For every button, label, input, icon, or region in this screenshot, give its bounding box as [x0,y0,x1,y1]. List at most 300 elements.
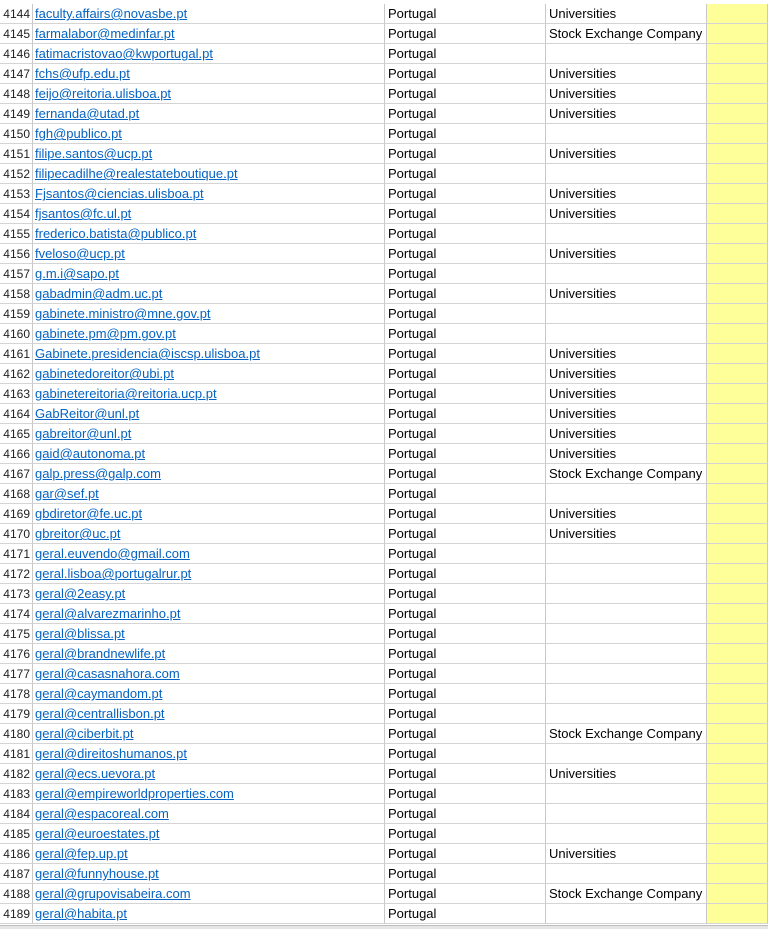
country-cell[interactable]: Portugal [385,844,546,864]
email-cell[interactable] [33,84,385,104]
table-row [0,144,768,164]
highlight-cell[interactable] [707,24,768,44]
highlight-cell[interactable] [707,824,768,844]
highlight-cell[interactable] [707,284,768,304]
country-cell[interactable]: Portugal [385,324,546,344]
highlight-cell[interactable] [707,804,768,824]
type-cell[interactable]: Stock Exchange Company [546,724,707,744]
table-row [0,444,768,464]
type-cell[interactable]: Universities [546,284,707,304]
highlight-cell[interactable] [707,4,768,24]
country-cell[interactable]: Portugal [385,664,546,684]
type-cell[interactable]: Universities [546,444,707,464]
email-cell[interactable] [33,44,385,64]
highlight-cell[interactable] [707,844,768,864]
type-cell[interactable] [546,324,707,344]
highlight-cell[interactable] [707,744,768,764]
email-link[interactable]: geral@2easy.pt [35,586,126,601]
country-cell[interactable]: Portugal [385,284,546,304]
email-cell[interactable] [33,264,385,284]
table-row [0,284,768,304]
email-link[interactable]: fchs@ufp.edu.pt [35,66,130,81]
type-cell[interactable] [546,864,707,884]
email-link[interactable]: geral@casasnahora.com [35,666,180,681]
table-row [0,124,768,144]
country-cell[interactable]: Portugal [385,224,546,244]
row-number[interactable]: 4183 [0,784,33,804]
type-cell[interactable] [546,684,707,704]
table-row [0,824,768,844]
type-cell[interactable]: Universities [546,244,707,264]
type-cell[interactable] [546,904,707,924]
email-cell[interactable] [33,4,385,24]
email-cell[interactable] [33,224,385,244]
row-number[interactable]: 4172 [0,564,33,584]
highlight-cell[interactable] [707,684,768,704]
email-cell[interactable] [33,784,385,804]
country-cell[interactable]: Portugal [385,704,546,724]
country-cell[interactable]: Portugal [385,544,546,564]
country-cell[interactable]: Portugal [385,4,546,24]
highlight-cell[interactable] [707,864,768,884]
email-link[interactable]: gabreitor@unl.pt [35,426,132,441]
email-link[interactable]: fjsantos@fc.ul.pt [35,206,132,221]
highlight-cell[interactable] [707,184,768,204]
country-cell[interactable]: Portugal [385,504,546,524]
highlight-cell[interactable] [707,244,768,264]
highlight-cell[interactable] [707,424,768,444]
email-link[interactable]: geral@ciberbit.pt [35,726,134,741]
row-number[interactable]: 4171 [0,544,33,564]
row-number[interactable]: 4162 [0,364,33,384]
type-cell[interactable]: Universities [546,184,707,204]
highlight-cell[interactable] [707,104,768,124]
email-cell[interactable] [33,744,385,764]
email-cell[interactable] [33,164,385,184]
country-cell[interactable]: Portugal [385,764,546,784]
row-number[interactable]: 4188 [0,884,33,904]
highlight-cell[interactable] [707,644,768,664]
type-cell[interactable] [546,704,707,724]
country-cell[interactable]: Portugal [385,44,546,64]
row-number[interactable]: 4156 [0,244,33,264]
country-cell[interactable]: Portugal [385,484,546,504]
row-number[interactable]: 4170 [0,524,33,544]
country-cell[interactable]: Portugal [385,744,546,764]
country-cell[interactable]: Portugal [385,264,546,284]
country-cell[interactable]: Portugal [385,644,546,664]
type-cell[interactable]: Universities [546,424,707,444]
country-cell[interactable]: Portugal [385,404,546,424]
row-number[interactable]: 4157 [0,264,33,284]
email-cell[interactable] [33,624,385,644]
email-cell[interactable] [33,524,385,544]
type-cell[interactable] [546,44,707,64]
country-cell[interactable]: Portugal [385,184,546,204]
type-cell[interactable] [546,824,707,844]
row-number[interactable]: 4160 [0,324,33,344]
table-row [0,844,768,864]
country-cell[interactable]: Portugal [385,784,546,804]
row-number[interactable]: 4155 [0,224,33,244]
email-cell[interactable] [33,384,385,404]
email-cell[interactable] [33,764,385,784]
type-cell[interactable]: Universities [546,524,707,544]
email-link[interactable]: filipecadilhe@realestateboutique.pt [35,166,238,181]
type-cell[interactable]: Universities [546,364,707,384]
email-link[interactable]: gabadmin@adm.uc.pt [35,286,163,301]
row-number[interactable]: 4165 [0,424,33,444]
email-link[interactable]: gar@sef.pt [35,486,99,501]
email-link[interactable]: filipe.santos@ucp.pt [35,146,153,161]
email-cell[interactable] [33,484,385,504]
email-link[interactable]: fatimacristovao@kwportugal.pt [35,46,213,61]
table-row [0,744,768,764]
row-number[interactable]: 4181 [0,744,33,764]
table-row [0,324,768,344]
row-number[interactable]: 4158 [0,284,33,304]
type-cell[interactable] [546,544,707,564]
highlight-cell[interactable] [707,624,768,644]
row-number[interactable]: 4154 [0,204,33,224]
row-number[interactable]: 4175 [0,624,33,644]
email-link[interactable]: gabinete.pm@pm.gov.pt [35,326,176,341]
highlight-cell[interactable] [707,584,768,604]
type-cell[interactable] [546,584,707,604]
email-link[interactable]: faculty.affairs@novasbe.pt [35,6,188,21]
type-cell[interactable]: Universities [546,84,707,104]
table-row [0,624,768,644]
type-cell[interactable]: Stock Exchange Company [546,464,707,484]
email-link[interactable]: gbdiretor@fe.uc.pt [35,506,143,521]
email-link[interactable]: geral@euroestates.pt [35,826,160,841]
row-number[interactable]: 4149 [0,104,33,124]
email-link[interactable]: fernanda@utad.pt [35,106,140,121]
email-cell[interactable] [33,584,385,604]
email-cell[interactable] [33,824,385,844]
table-row [0,264,768,284]
email-cell[interactable] [33,464,385,484]
table-row [0,904,768,924]
country-cell[interactable]: Portugal [385,164,546,184]
email-link[interactable]: geral.euvendo@gmail.com [35,546,190,561]
row-number[interactable]: 4159 [0,304,33,324]
email-cell[interactable] [33,104,385,124]
type-cell[interactable] [546,264,707,284]
email-link[interactable]: Gabinete.presidencia@iscsp.ulisboa.pt [35,346,260,361]
email-link[interactable]: g.m.i@sapo.pt [35,266,120,281]
highlight-cell[interactable] [707,704,768,724]
table-row [0,84,768,104]
type-cell[interactable] [546,664,707,684]
country-cell[interactable]: Portugal [385,444,546,464]
email-link[interactable]: Fjsantos@ciencias.ulisboa.pt [35,186,204,201]
country-cell[interactable]: Portugal [385,144,546,164]
country-cell[interactable]: Portugal [385,824,546,844]
row-number[interactable]: 4164 [0,404,33,424]
email-link[interactable]: geral@caymandom.pt [35,686,163,701]
email-cell[interactable] [33,144,385,164]
type-cell[interactable]: Universities [546,4,707,24]
type-cell[interactable]: Universities [546,504,707,524]
highlight-cell[interactable] [707,444,768,464]
highlight-cell[interactable] [707,84,768,104]
email-cell[interactable] [33,664,385,684]
email-link[interactable]: geral@brandnewlife.pt [35,646,166,661]
highlight-cell[interactable] [707,204,768,224]
country-cell[interactable]: Portugal [385,124,546,144]
email-link[interactable]: gbreitor@uc.pt [35,526,121,541]
email-cell[interactable] [33,244,385,264]
type-cell[interactable]: Universities [546,404,707,424]
email-cell[interactable] [33,404,385,424]
row-number[interactable]: 4147 [0,64,33,84]
row-number[interactable]: 4151 [0,144,33,164]
email-link[interactable]: geral@funnyhouse.pt [35,866,159,881]
highlight-cell[interactable] [707,304,768,324]
email-cell[interactable] [33,344,385,364]
row-number[interactable]: 4179 [0,704,33,724]
type-cell[interactable] [546,604,707,624]
highlight-cell[interactable] [707,64,768,84]
highlight-cell[interactable] [707,544,768,564]
type-cell[interactable]: Universities [546,64,707,84]
row-number[interactable]: 4189 [0,904,33,924]
highlight-cell[interactable] [707,124,768,144]
country-cell[interactable]: Portugal [385,564,546,584]
table-row [0,164,768,184]
table-row [0,384,768,404]
email-link[interactable]: gaid@autonoma.pt [35,446,146,461]
highlight-cell[interactable] [707,504,768,524]
row-number[interactable]: 4161 [0,344,33,364]
type-cell[interactable] [546,744,707,764]
type-cell[interactable] [546,224,707,244]
country-cell[interactable]: Portugal [385,104,546,124]
row-number[interactable]: 4182 [0,764,33,784]
row-number[interactable]: 4187 [0,864,33,884]
country-cell[interactable]: Portugal [385,244,546,264]
highlight-cell[interactable] [707,604,768,624]
table-row [0,304,768,324]
email-cell[interactable] [33,844,385,864]
email-link[interactable]: geral@centrallisbon.pt [35,706,165,721]
row-number[interactable]: 4173 [0,584,33,604]
type-cell[interactable] [546,804,707,824]
row-number[interactable]: 4153 [0,184,33,204]
country-cell[interactable]: Portugal [385,604,546,624]
email-cell[interactable] [33,304,385,324]
email-link[interactable]: fgh@publico.pt [35,126,122,141]
row-number[interactable]: 4168 [0,484,33,504]
highlight-cell[interactable] [707,484,768,504]
row-number[interactable]: 4146 [0,44,33,64]
email-cell[interactable] [33,284,385,304]
country-cell[interactable]: Portugal [385,864,546,884]
type-cell[interactable]: Universities [546,144,707,164]
country-cell[interactable]: Portugal [385,464,546,484]
type-cell[interactable]: Universities [546,384,707,404]
table-row [0,404,768,424]
email-cell[interactable] [33,564,385,584]
email-link[interactable]: gabinete.ministro@mne.gov.pt [35,306,211,321]
table-row [0,864,768,884]
highlight-cell[interactable] [707,264,768,284]
email-cell[interactable] [33,604,385,624]
country-cell[interactable]: Portugal [385,384,546,404]
email-link[interactable]: geral@habita.pt [35,906,127,921]
highlight-cell[interactable] [707,324,768,344]
email-link[interactable]: geral@espacoreal.com [35,806,169,821]
row-number[interactable]: 4166 [0,444,33,464]
country-cell[interactable]: Portugal [385,204,546,224]
country-cell[interactable]: Portugal [385,684,546,704]
type-cell[interactable] [546,164,707,184]
email-link[interactable]: geral@empireworldproperties.com [35,786,234,801]
country-cell[interactable]: Portugal [385,304,546,324]
highlight-cell[interactable] [707,224,768,244]
email-link[interactable]: gabinetedoreitor@ubi.pt [35,366,174,381]
email-cell[interactable] [33,184,385,204]
email-link[interactable]: frederico.batista@publico.pt [35,226,197,241]
country-cell[interactable]: Portugal [385,724,546,744]
email-link[interactable]: galp.press@galp.com [35,466,161,481]
country-cell[interactable]: Portugal [385,424,546,444]
highlight-cell[interactable] [707,904,768,924]
table-row [0,484,768,504]
row-number[interactable]: 4186 [0,844,33,864]
row-number[interactable]: 4150 [0,124,33,144]
email-cell[interactable] [33,804,385,824]
highlight-cell[interactable] [707,884,768,904]
email-link[interactable]: geral@fep.up.pt [35,846,128,861]
email-cell[interactable] [33,124,385,144]
email-link[interactable]: geral.lisboa@portugalrur.pt [35,566,192,581]
email-cell[interactable] [33,724,385,744]
type-cell[interactable] [546,624,707,644]
country-cell[interactable]: Portugal [385,524,546,544]
email-cell[interactable] [33,444,385,464]
highlight-cell[interactable] [707,724,768,744]
email-link[interactable]: geral@grupovisabeira.com [35,886,191,901]
country-cell[interactable]: Portugal [385,624,546,644]
email-link[interactable]: fveloso@ucp.pt [35,246,125,261]
highlight-cell[interactable] [707,764,768,784]
row-number[interactable]: 4163 [0,384,33,404]
highlight-cell[interactable] [707,344,768,364]
row-number[interactable]: 4174 [0,604,33,624]
type-cell[interactable] [546,304,707,324]
email-cell[interactable] [33,684,385,704]
email-link[interactable]: feijo@reitoria.ulisboa.pt [35,86,172,101]
row-number[interactable]: 4152 [0,164,33,184]
email-cell[interactable] [33,24,385,44]
highlight-cell[interactable] [707,784,768,804]
row-number[interactable]: 4185 [0,824,33,844]
type-cell[interactable] [546,484,707,504]
country-cell[interactable]: Portugal [385,64,546,84]
email-link[interactable]: geral@direitoshumanos.pt [35,746,187,761]
country-cell[interactable]: Portugal [385,804,546,824]
row-number[interactable]: 4177 [0,664,33,684]
highlight-cell[interactable] [707,564,768,584]
row-number[interactable]: 4178 [0,684,33,704]
email-link[interactable]: geral@alvarezmarinho.pt [35,606,181,621]
email-cell[interactable] [33,644,385,664]
email-link[interactable]: gabinetereitoria@reitoria.ucp.pt [35,386,217,401]
type-cell[interactable]: Stock Exchange Company [546,884,707,904]
highlight-cell[interactable] [707,164,768,184]
email-cell[interactable] [33,64,385,84]
country-cell[interactable]: Portugal [385,904,546,924]
highlight-cell[interactable] [707,364,768,384]
country-cell[interactable]: Portugal [385,84,546,104]
highlight-cell[interactable] [707,464,768,484]
email-cell[interactable] [33,904,385,924]
country-cell[interactable]: Portugal [385,24,546,44]
highlight-cell[interactable] [707,404,768,424]
highlight-cell[interactable] [707,384,768,404]
table-row [0,224,768,244]
row-number[interactable]: 4176 [0,644,33,664]
row-number[interactable]: 4167 [0,464,33,484]
highlight-cell[interactable] [707,144,768,164]
table-row [0,24,768,44]
type-cell[interactable] [546,124,707,144]
highlight-cell[interactable] [707,524,768,544]
row-number[interactable]: 4144 [0,4,33,24]
type-cell[interactable]: Universities [546,344,707,364]
email-cell[interactable] [33,324,385,344]
row-number[interactable]: 4148 [0,84,33,104]
email-cell[interactable] [33,364,385,384]
email-cell[interactable] [33,884,385,904]
email-cell[interactable] [33,544,385,564]
email-link[interactable]: geral@blissa.pt [35,626,125,641]
country-cell[interactable]: Portugal [385,584,546,604]
type-cell[interactable] [546,644,707,664]
highlight-cell[interactable] [707,664,768,684]
email-cell[interactable] [33,504,385,524]
email-link[interactable]: GabReitor@unl.pt [35,406,140,421]
email-link[interactable]: geral@ecs.uevora.pt [35,766,156,781]
email-cell[interactable] [33,704,385,724]
type-cell[interactable]: Stock Exchange Company [546,24,707,44]
type-cell[interactable]: Universities [546,844,707,864]
row-number[interactable]: 4184 [0,804,33,824]
type-cell[interactable]: Universities [546,764,707,784]
table-row [0,204,768,224]
country-cell[interactable]: Portugal [385,344,546,364]
row-number[interactable]: 4145 [0,24,33,44]
country-cell[interactable]: Portugal [385,884,546,904]
horizontal-scrollbar[interactable] [0,925,768,929]
highlight-cell[interactable] [707,44,768,64]
email-cell[interactable] [33,424,385,444]
row-number[interactable]: 4169 [0,504,33,524]
type-cell[interactable]: Universities [546,104,707,124]
email-cell[interactable] [33,864,385,884]
type-cell[interactable] [546,784,707,804]
type-cell[interactable] [546,564,707,584]
table-row [0,604,768,624]
email-link[interactable]: farmalabor@medinfar.pt [35,26,175,41]
email-cell[interactable] [33,204,385,224]
row-number[interactable]: 4180 [0,724,33,744]
type-cell[interactable]: Universities [546,204,707,224]
table-row [0,684,768,704]
country-cell[interactable]: Portugal [385,364,546,384]
